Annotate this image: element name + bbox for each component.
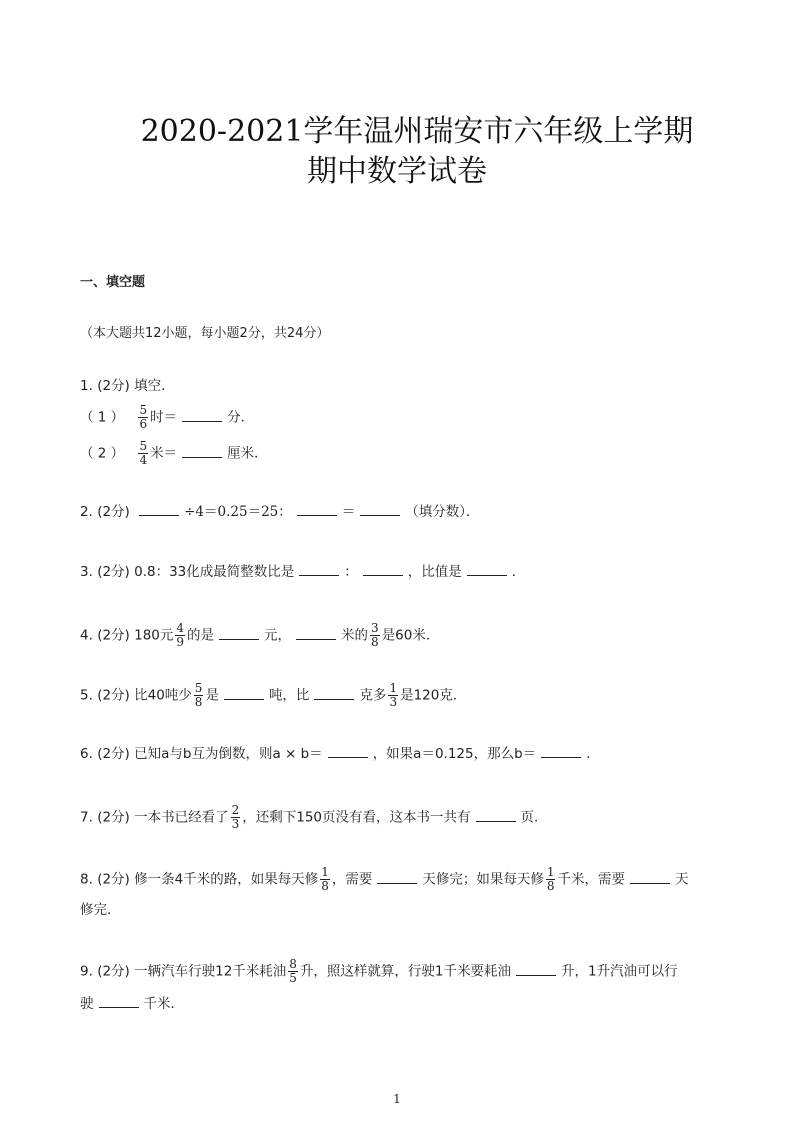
text: （填分数）． (405, 504, 480, 520)
text: 修完． (80, 902, 121, 918)
question-1-part-2 (80, 440, 268, 467)
question-score: (2分) (97, 564, 130, 580)
question-6 (80, 744, 600, 764)
text: 厘米． (227, 445, 268, 462)
question-score: (2分) (97, 378, 130, 394)
question-8-continued (80, 900, 121, 920)
text: 是120克． (400, 687, 467, 704)
text: ，需要 (331, 871, 373, 888)
answer-blank[interactable] (182, 408, 222, 422)
text: 180元 (134, 627, 174, 644)
question-score: (2分) (97, 627, 130, 644)
answer-blank[interactable] (360, 502, 400, 516)
fraction: $\frac{1}{3}$ (389, 681, 398, 709)
answer-blank[interactable] (296, 626, 336, 640)
text: ，比值是 (407, 564, 462, 580)
question-5 (80, 682, 466, 709)
fraction: $\frac{3}{8}$ (371, 621, 379, 649)
question-9 (80, 958, 678, 985)
answer-blank[interactable] (99, 994, 139, 1008)
question-score: (2分) (97, 746, 130, 762)
document-title-line2: 期中数学试卷 (307, 154, 487, 189)
question-number: 9. (80, 963, 93, 980)
text: 是 (205, 687, 219, 704)
text: ÷4＝0.25＝25： (184, 504, 292, 520)
text: 千米． (143, 996, 184, 1012)
fraction: $\frac{8}{5}$ (289, 957, 297, 985)
question-number: 7. (80, 809, 93, 826)
answer-blank[interactable] (219, 626, 259, 640)
question-number: 8. (80, 871, 93, 888)
question-number: 6. (80, 746, 93, 762)
text: 是60米． (381, 627, 440, 644)
text: 页． (520, 809, 548, 826)
text: ，如果a＝0.125，那么b＝ (372, 746, 537, 762)
text: 比40吨少 (134, 687, 192, 704)
answer-blank[interactable] (516, 962, 556, 976)
question-score: (2分) (97, 687, 130, 704)
answer-blank[interactable] (363, 562, 403, 576)
text: 升，1升汽油可以行 (561, 963, 678, 980)
text: 升，照这样就算，行驶1千米要耗油 (299, 963, 512, 980)
fraction: $\frac{5}{8}$ (194, 681, 203, 709)
fraction: $\frac{4}{9}$ (176, 621, 185, 649)
question-9-continued (80, 994, 184, 1014)
question-number: 3. (80, 564, 93, 580)
answer-blank[interactable] (139, 502, 179, 516)
document-title-line1: 2020-2021学年温州瑞安市六年级上学期 (140, 114, 694, 149)
question-1-part-1 (80, 404, 254, 431)
text: ． (511, 564, 526, 580)
text: 千米，需要 (557, 871, 625, 888)
text: 米的 (341, 627, 369, 644)
fraction: $\frac{2}{3}$ (231, 803, 240, 831)
page-number: 1 (393, 1092, 401, 1106)
question-1 (80, 376, 175, 396)
text: 吨，比 (268, 687, 310, 704)
question-4 (80, 622, 439, 649)
answer-blank[interactable] (182, 444, 222, 458)
text: ，还剩下150页没有看，这本书一共有 (242, 809, 471, 826)
text: 修一条4千米的路，如果每天修 (134, 871, 319, 888)
answer-blank[interactable] (467, 562, 507, 576)
text: 已知a与b互为倒数，则a × b＝ (134, 746, 323, 762)
question-score: (2分) (97, 871, 130, 888)
question-score: (2分) (97, 809, 130, 826)
text: 米＝ (150, 445, 178, 462)
section-note: （本大题共12小题，每小题2分，共24分） (80, 326, 330, 341)
fraction: $\frac{5}{6}$ (139, 403, 148, 431)
text: 0.8：33化成最简整数比是 (134, 564, 295, 580)
text: ＝ (341, 504, 356, 520)
answer-blank[interactable] (541, 744, 581, 758)
answer-blank[interactable] (314, 686, 354, 700)
question-2 (80, 502, 480, 522)
answer-blank[interactable] (476, 808, 516, 822)
text: 元， (264, 627, 292, 644)
text: 时＝ (150, 409, 178, 426)
part-label: （ 1 ） (80, 409, 125, 426)
answer-blank[interactable] (297, 502, 337, 516)
fraction: $\frac{5}{4}$ (139, 439, 148, 467)
question-number: 2. (80, 504, 93, 520)
text: 天修完；如果每天修 (422, 871, 544, 888)
question-3 (80, 562, 525, 582)
text: 一辆汽车行驶12千米耗油 (134, 963, 287, 980)
answer-blank[interactable] (630, 870, 670, 884)
text: 天 (674, 871, 689, 888)
text: 分． (227, 409, 255, 426)
question-8 (80, 866, 688, 893)
question-score: (2分) (97, 504, 130, 520)
question-7 (80, 804, 548, 831)
question-number: 4. (80, 627, 93, 644)
part-label: （ 2 ） (80, 445, 125, 462)
question-text: 填空． (134, 378, 175, 394)
answer-blank[interactable] (377, 870, 417, 884)
text: 驶 (80, 996, 94, 1012)
answer-blank[interactable] (224, 686, 264, 700)
question-number: 1. (80, 378, 93, 394)
text: 一本书已经看了 (134, 809, 229, 826)
text: ． (586, 746, 600, 762)
fraction: $\frac{1}{8}$ (546, 865, 555, 893)
question-number: 5. (80, 687, 93, 704)
text: 的是 (187, 627, 215, 644)
section-heading: 一、填空题 (80, 275, 146, 290)
answer-blank[interactable] (328, 744, 368, 758)
answer-blank[interactable] (299, 562, 339, 576)
text: 克多 (359, 687, 387, 704)
text: ： (344, 564, 358, 580)
fraction: $\frac{1}{8}$ (321, 865, 329, 893)
question-score: (2分) (97, 963, 130, 980)
